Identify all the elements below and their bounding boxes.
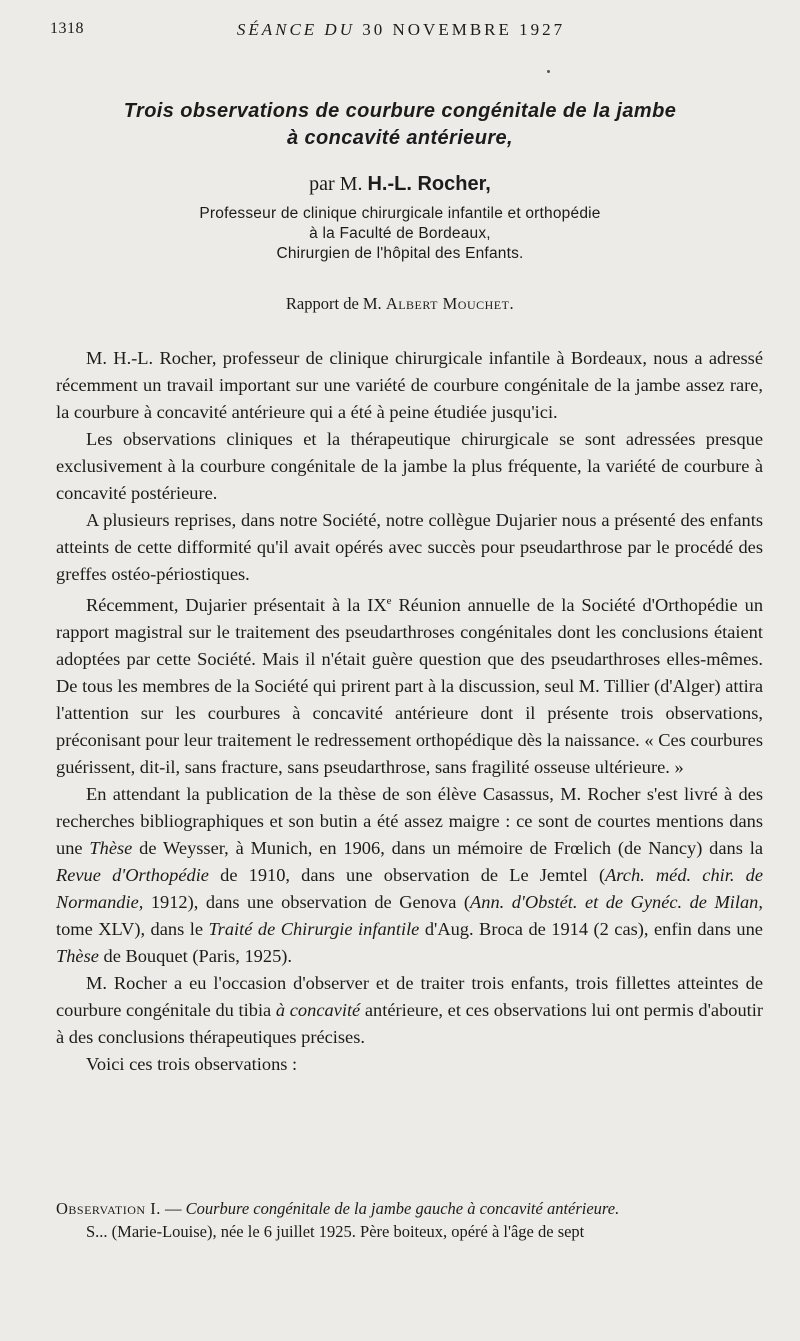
p6-text-a: M. Rocher a eu l'occasion d'observer et de traiter trois enfants, trois fillettes atteintes de courbure congénitale du tibia — [56, 973, 763, 1021]
running-date: 30 NOVEMBRE 1927 — [362, 20, 566, 39]
p5-text-g: de Bouquet (Paris, 1925). — [98, 946, 292, 967]
paragraph-7: Voici ces trois observations : — [86, 1054, 298, 1075]
p5-text-f: d'Aug. Broca de 1914 (2 cas), enfin dans une — [419, 919, 763, 940]
p5-italic-3: Arch. méd. chir. de Normandie, — [56, 865, 763, 913]
observation-dash: — — [160, 1199, 186, 1218]
p6-italic: à concavité — [275, 1000, 361, 1021]
paragraph-6 — [56, 970, 763, 1051]
report-author: Albert Mouchet. — [385, 294, 515, 313]
paragraph-5 — [56, 781, 763, 970]
p5-italic-5: Traité de Chirurgie infantile — [208, 919, 420, 940]
report-line — [0, 294, 800, 314]
report-prefix: Rapport de M. — [285, 294, 382, 313]
p5-text-a: En attendant la publication de la thèse de son élève Casassus, M. Rocher s'est livré à des recherches bibliographiques et son butin a été assez maigre : ce sont de courtes mentions dans une — [56, 784, 763, 859]
author-affiliation — [0, 204, 800, 264]
observation-label: Observation I. — [56, 1199, 161, 1218]
p5-text-d: 1912), dans une observation de Genova ( — [143, 892, 471, 913]
p5-italic-2: Revue d'Orthopédie — [56, 865, 209, 886]
author-name: H.-L. Rocher, — [367, 173, 491, 195]
byline-prefix: par M. — [309, 173, 363, 195]
ink-speck — [547, 70, 550, 73]
observation-heading — [56, 1198, 763, 1219]
paragraph-1: M. H.-L. Rocher, professeur de clinique chirurgicale infantile à Bordeaux, nous a adressé récemment un travail important sur une variété de courbure congénitale de la jambe assez rare, la courbure à concavité antérieure qui a été à peine étudiée jusqu'ici. — [56, 348, 763, 422]
running-head — [50, 20, 752, 44]
affiliation-line1: Professeur de clinique chirurgicale infantile et orthopédie — [199, 205, 601, 222]
article-title-line1: Trois observations de courbure congénitale de la jambe — [123, 100, 677, 122]
byline — [0, 173, 800, 196]
p5-italic-4: Ann. d'Obstét. et de Gynéc. de Milan, — [470, 892, 763, 913]
p5-text-e: tome XLV), dans le — [56, 919, 209, 940]
p5-italic-1: Thèse — [89, 838, 133, 859]
page-number: 1318 — [50, 20, 84, 37]
p5-italic-6: Thèse — [56, 946, 99, 967]
paragraph-2: Les observations cliniques et la thérapeutique chirurgicale se sont adressées presque exclusivement à la courbure congénitale de la jambe la plus fréquente, la variété de courbure à concavité postérieure. — [56, 429, 763, 503]
observation-title: Courbure congénitale de la jambe gauche à concavité antérieure. — [185, 1199, 620, 1218]
article-title — [40, 98, 760, 152]
observation-text: S... (Marie-Louise), née le 6 juillet 1925. Père boiteux, opéré à l'âge de sept — [86, 1222, 585, 1241]
p4-text-a: Récemment, Dujarier présentait à la IX — [86, 595, 387, 616]
running-title-text: SÉANCE DU — [236, 20, 355, 39]
affiliation-line2: à la Faculté de Bordeaux, — [309, 225, 491, 242]
p5-text-c: de 1910, dans une observation de Le Jemtel ( — [208, 865, 606, 886]
article-body — [56, 345, 763, 1078]
p4-text-b: Réunion annuelle de la Société d'Orthopédie un rapport magistral sur le traitement des pseudarthroses congénitales dont les conclusions étaient adoptées par cette Société. Mais il n'était guère question que des pseudarthroses elles-mêmes. De tous les membres de la Société qui prirent part à la discussion, seul M. Tillier (d'Alger) attira l'attention sur les courbures à concavité antérieure dont il présente trois observations, préconisant pour leur traitement le redressement orthopédique dès la naissance. « Ces courbures guérissent, dit-il, sans fracture, sans pseudarthrose, sans fragilité osseuse ultérieure. » — [56, 595, 764, 778]
paragraph-4 — [56, 588, 763, 781]
observation-section — [56, 1198, 763, 1242]
article-title-line2: à concavité antérieure, — [287, 127, 513, 149]
running-title — [50, 20, 752, 40]
paragraph-3: A plusieurs reprises, dans notre Société, notre collègue Dujarier nous a présenté des enfants atteints de cette difformité qu'il avait opérés avec succès pour pseudarthrose par le procédé des greffes ostéo-périostiques. — [56, 510, 763, 584]
p6-text-b: antérieure, et ces observations lui ont permis d'aboutir à des conclusions thérapeutiques précises. — [56, 1000, 763, 1048]
affiliation-line3: Chirurgien de l'hôpital des Enfants. — [276, 245, 524, 262]
p5-text-b: de Weysser, à Munich, en 1906, dans un mémoire de Frœlich (de Nancy) dans la — [132, 838, 763, 859]
p4-superscript: e — [386, 595, 392, 607]
